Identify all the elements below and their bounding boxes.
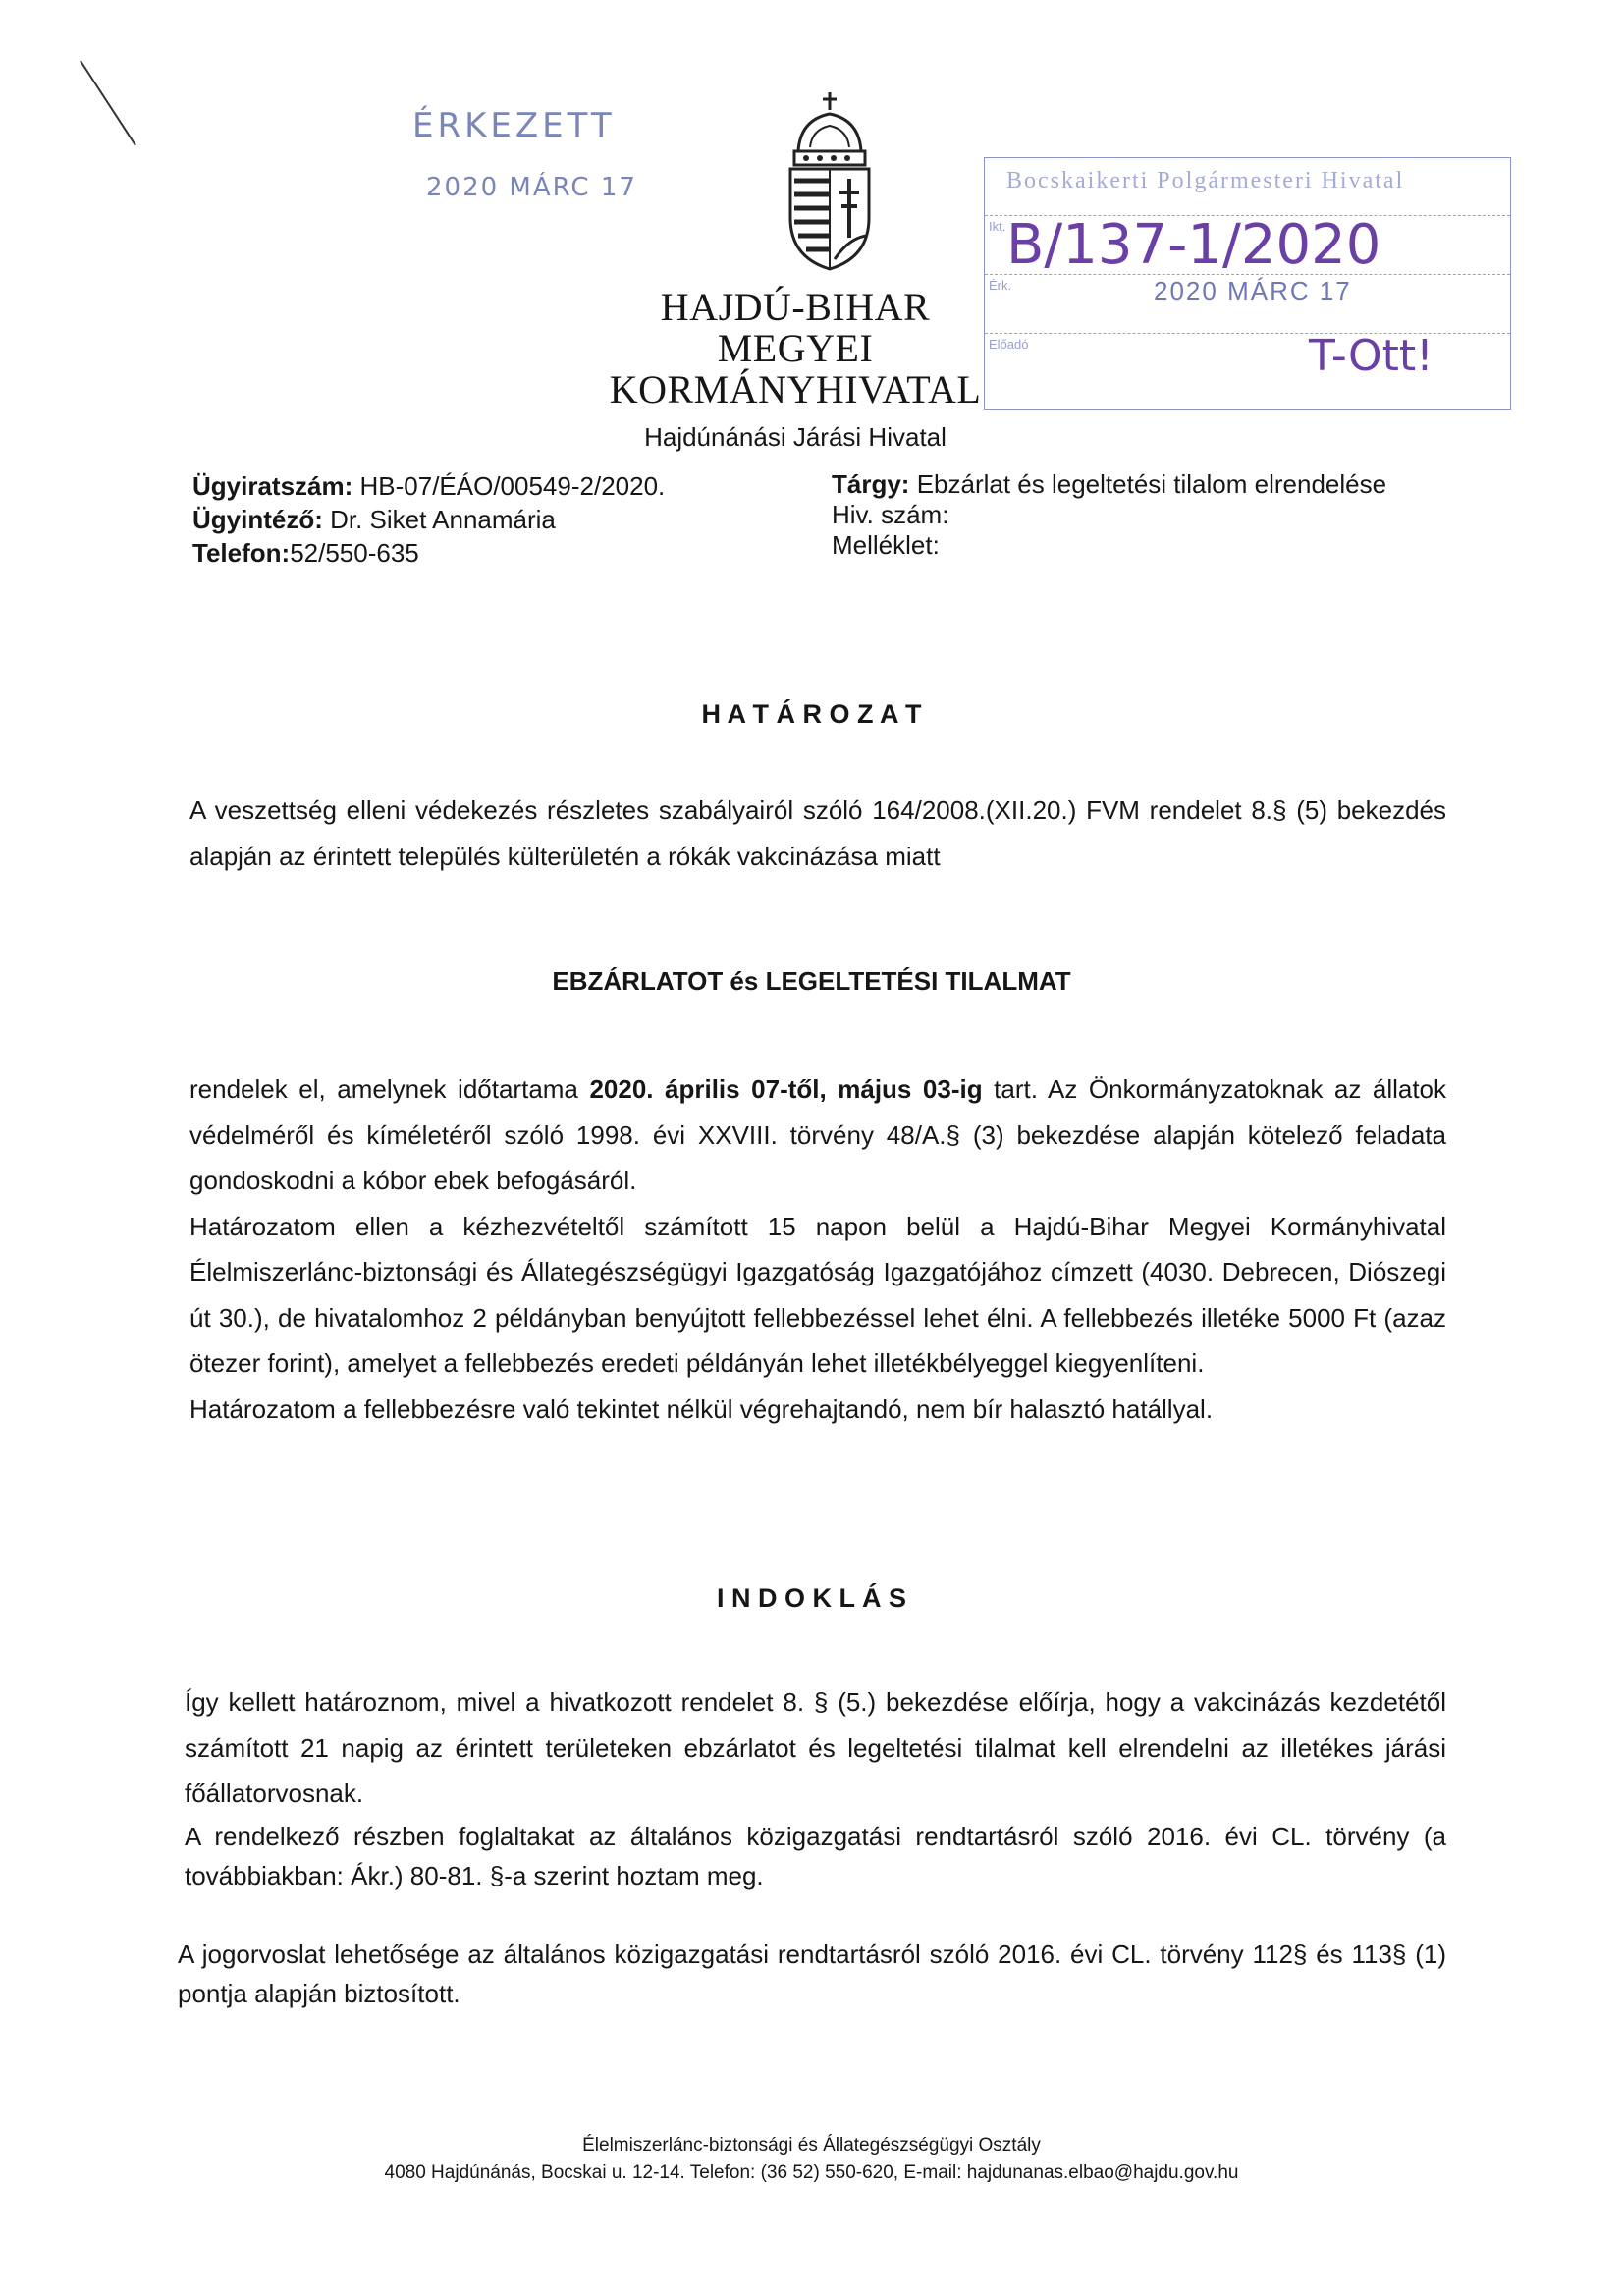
pen-stroke-mark [77,57,145,155]
registration-stamp-date: 2020 MÁRC 17 [1154,276,1352,305]
registration-stamp [984,157,1511,410]
agency-name-line1: HAJDÚ-BIHAR MEGYEI [660,285,931,370]
hungarian-coat-of-arms-icon [781,90,879,272]
agency-header [589,287,1001,453]
phone-label: Telefon: [192,538,291,568]
decision-body [189,1066,1446,1432]
file-number-label: Ügyiratszám: [192,471,353,501]
agency-name-line2: KORMÁNYHIVATAL [609,367,982,411]
reasoning-title: I N D O K L Á S [716,1583,907,1613]
handler-label: Ügyintéző: [192,505,323,534]
decision-title: H A T Á R O Z A T [701,699,922,729]
registration-stamp-eloado-label: Előadó [989,337,1029,352]
subject-label: Tárgy: [832,469,910,499]
reference-number-label: Hiv. szám: [832,500,949,529]
subject-row [832,469,1386,500]
handwritten-initials: T-Ott! [1309,331,1434,381]
appeal-paragraph: Határozatom ellen a kézhezvételtől számított 15 napon belül a Hajdú-Bihar Megyei Kormányhivatal Élelmiszerlánc-biztonsági és Állategészségügyi Igazgatóság Igazgatójához címzett (4030. Debrecen, Diószegi út 30.), de hivatalomhoz 2 példányban benyújtott fellebbezéssel lehet élni. A fellebbezés illetéke 5000 Ft (azaz ötezer forint), amelyet a fellebbezés eredeti példányán lehet illetékbélyeggel kiegyenlíteni. [189,1211,1446,1378]
enforcement-paragraph: Határozatom a fellebbezésre való tekintet nélkül végrehajtandó, nem bír halasztó hatállyal. [189,1394,1214,1424]
received-stamp [412,106,637,202]
registration-stamp-ikt-label: Ikt. [989,219,1006,234]
received-stamp-label: ÉRKEZETT [412,106,616,145]
handler-row [192,503,665,536]
phone-value: 52/550-635 [290,538,419,568]
decision-intro: A veszettség elleni védekezés részletes szabályairól szóló 164/2008.(XII.20.) FVM rendelet 8.§ (5) bekezdés alapján az érintett település külterületén a rókák vakcinázása miatt [189,795,1446,871]
handler-value: Dr. Siket Annamária [322,505,556,534]
footer-contact: 4080 Hajdúnánás, Bocskai u. 12-14. Telefon: (36 52) 550-620, E-mail: hajdunanas.elbao@hajdu.gov.hu [384,2162,1239,2183]
received-stamp-date: 2020 MÁRC 17 [426,173,637,202]
reasoning-body [185,1679,1446,1895]
duration-dates: 2020. április 07-től, május 03-ig [589,1074,983,1104]
registration-stamp-erk-label: Érk. [989,278,1012,293]
file-number-row [192,469,665,503]
footer [0,2132,1623,2187]
reasoning-paragraph-3: A jogorvoslat lehetősége az általános közigazgatási rendtartásról szóló 2016. évi CL. törvény 112§ és 113§ (1) pontja alapján biztosított. [178,1940,1446,2008]
decision-order: EBZÁRLATOT és LEGELTETÉSI TILALMAT [552,966,1071,996]
phone-row [192,536,665,570]
subject-value: Ebzárlat és legeltetési tilalom elrendelése [909,469,1387,499]
handwritten-file-number: B/137-1/2020 [1006,213,1381,277]
file-number-value: HB-07/ÉÁO/00549-2/2020. [352,471,666,501]
registration-stamp-office: Bocskaikerti Polgármesteri Hivatal [1006,168,1405,193]
footer-department: Élelmiszerlánc-biztonsági és Állategészségügyi Osztály [582,2135,1041,2156]
file-metadata [192,469,665,570]
duration-paragraph: rendelek el, amelynek időtartama 2020. április 07-től, május 03-ig tart. Az Önkormányzatoknak az állatok védelméről és kíméletéről szóló 1998. évi XXVIII. törvény 48/A.§ (3) bekezdése alapján kötelező feladata gondoskodni a kóbor ebek befogásáról. [189,1074,1447,1195]
reasoning-paragraph-2: A rendelkező részben foglaltakat az általános közigazgatási rendtartásról szóló 2016. évi CL. törvény (a továbbiakban: Ákr.) 80-81. §-a szerint hoztam meg. [185,1821,1446,1890]
attachment-label: Melléklet: [832,530,940,560]
agency-office: Hajdúnánási Járási Hivatal [644,422,947,452]
reasoning-paragraph-1: Így kellett határoznom, mivel a hivatkozott rendelet 8. § (5.) bekezdése előírja, hogy a vakcinázás kezdetétől számított 21 napig az érintett területeken ebzárlatot és legeltetési tilalmat kell elrendelni az illetékes járási főállatorvosnak. [185,1687,1446,1808]
subject-metadata [832,469,1386,561]
